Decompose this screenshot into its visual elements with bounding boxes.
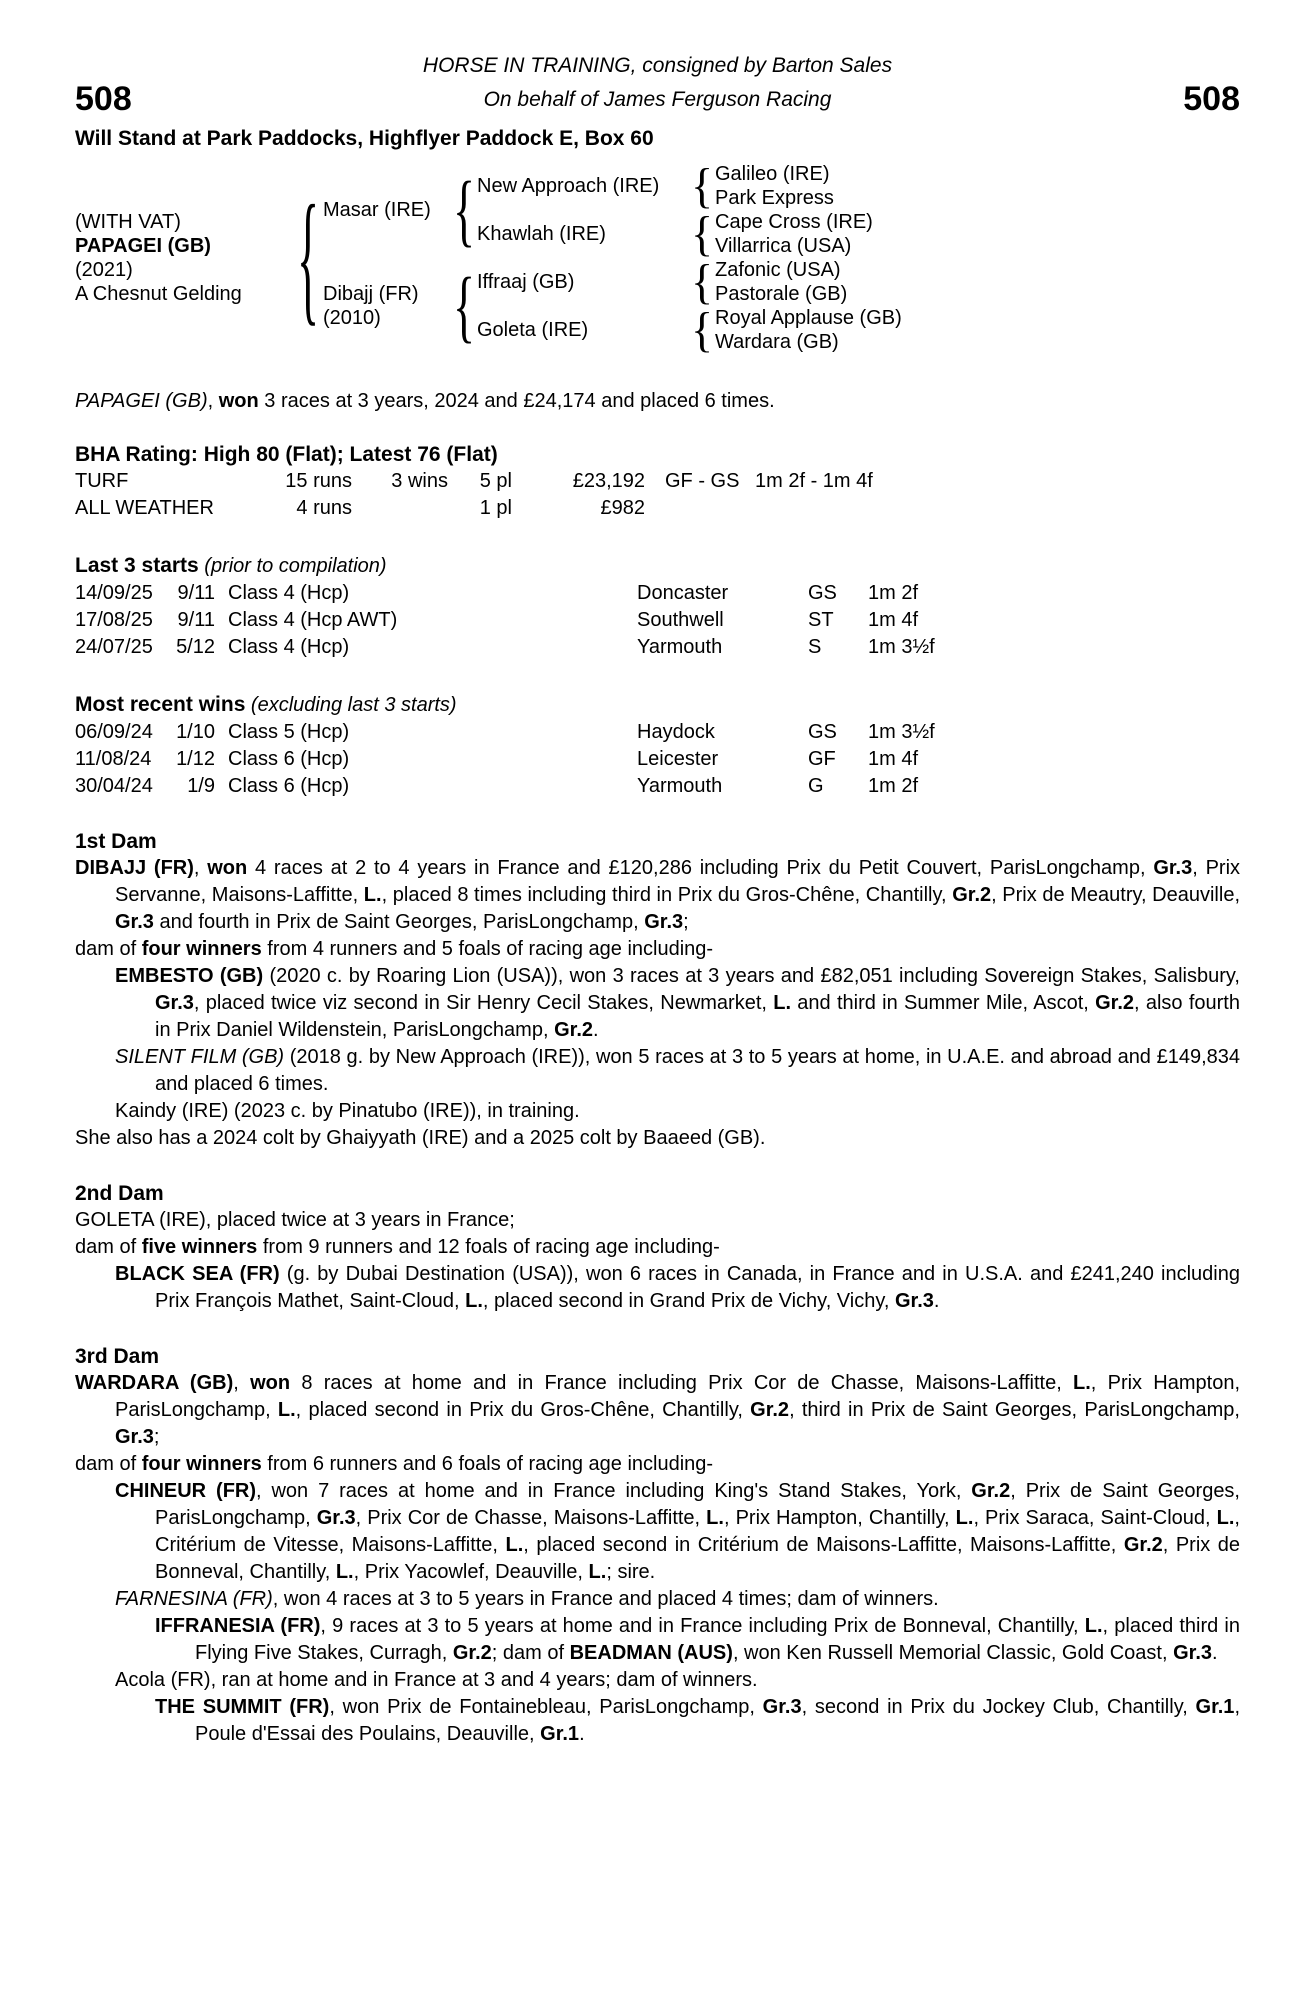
record-wins: [352, 495, 448, 522]
great-grandparents: [709, 258, 847, 306]
great-grandparent-name: Park Express: [715, 187, 834, 209]
great-grandparent-name: Zafonic (USA): [715, 259, 841, 281]
form-date: 17/08/25: [75, 609, 153, 631]
bha-rating-line: BHA Rating: High 80 (Flat); Latest 76 (Flat): [75, 443, 498, 466]
great-grandparent-name: Cape Cross (IRE): [715, 211, 873, 233]
dam-paragraph: WARDARA (GB), won 8 races at home and in France including Prix Cor de Chasse, Maisons-Laffitte, L., Prix Hampton, ParisLongchamp, L., placed second in Prix du Gros-Chêne, Chantilly, Gr.2, third in Prix de Saint Georges, ParisLongchamp, Gr.3;: [75, 1372, 1240, 1448]
form-class: Class 4 (Hcp): [228, 636, 350, 658]
record-surface: ALL WEATHER: [75, 497, 214, 519]
grandparent-brace: [691, 258, 709, 306]
form-course: Yarmouth: [637, 775, 723, 797]
sub-progeny-paragraph: IFFRANESIA (FR), 9 races at 3 to 5 years at home and in France including Prix de Bonneval, Chantilly, L., placed third in Flying Five Stakes, Curragh, Gr.2; dam of BEADMAN (AUS), won Ken Russell Memorial Classic, Gold Coast, Gr.3.: [155, 1615, 1240, 1664]
form-position: 9/11: [177, 582, 215, 604]
form-position: 1/10: [176, 721, 215, 743]
dam-name-block: [315, 282, 453, 330]
grandsire-group: [471, 162, 873, 210]
dam-paragraph: DIBAJJ (FR), won 4 races at 2 to 4 years in France and £120,286 including Prix du Petit Couvert, ParisLongchamp, Gr.3, Prix Servanne, Maisons-Laffitte, L., placed 8 times including third in Prix du Gros-Chêne, Chantilly, Gr.2, Prix de Meautry, Deauville, Gr.3 and fourth in Prix de Saint Georges, ParisLongchamp, Gr.3;: [75, 857, 1241, 933]
record-distance: [755, 495, 1240, 522]
form-going: GS: [808, 582, 837, 604]
dam-section-2: [75, 1180, 1240, 1315]
sire-name-block: [315, 198, 453, 222]
dam-brace: [453, 266, 471, 347]
dam-section-heading: 3rd Dam: [75, 1345, 160, 1368]
foal-year: (2021): [75, 259, 133, 281]
great-grandparent-name: Pastorale (GB): [715, 283, 848, 305]
grandsire-group: [471, 258, 902, 306]
great-grandparents: [709, 306, 902, 354]
record-row: [75, 495, 1240, 522]
great-grandparent-name: Galileo (IRE): [715, 163, 830, 185]
record-surface: TURF: [75, 470, 129, 492]
horse-details: [75, 210, 297, 306]
form-going: G: [808, 775, 824, 797]
great-grandparents: [709, 162, 834, 210]
grandparent-name: New Approach (IRE): [477, 174, 660, 197]
progeny-paragraph: Kaindy (IRE) (2023 c. by Pinatubo (IRE)), in training.: [115, 1100, 580, 1122]
great-grandparent-name: Villarrica (USA): [715, 235, 852, 257]
great-grandparent-name: Royal Applause (GB): [715, 307, 902, 329]
granddam-group: [471, 306, 902, 354]
form-row: [75, 773, 1240, 800]
dam-section-heading: 2nd Dam: [75, 1182, 164, 1205]
on-behalf-line: On behalf of James Ferguson Racing: [483, 87, 832, 111]
form-distance: 1m 3½f: [868, 721, 935, 743]
lot-number-right: 508: [1183, 80, 1240, 118]
form-distance: 1m 3½f: [868, 636, 935, 658]
note-paragraph: She also has a 2024 colt by Ghaiyyath (IRE) and a 2025 colt by Baaeed (GB).: [75, 1127, 766, 1149]
recent-wins-title-italic: (excluding last 3 starts): [245, 694, 457, 716]
form-distance: 1m 2f: [868, 775, 919, 797]
sire-group: [315, 162, 902, 258]
record-distance: 1m 2f - 1m 4f: [755, 470, 873, 492]
form-row: [75, 719, 1240, 746]
page-header: [75, 52, 1240, 152]
form-class: Class 6 (Hcp): [228, 775, 350, 797]
sire-name: Masar (IRE): [323, 199, 431, 221]
form-distance: 1m 2f: [868, 582, 919, 604]
form-going: GF: [808, 748, 836, 770]
form-date: 14/09/25: [75, 582, 153, 604]
dam-section-3: [75, 1343, 1240, 1748]
dam-group: [315, 258, 902, 354]
form-course: Yarmouth: [637, 636, 723, 658]
consignor-line: HORSE IN TRAINING, consigned by Barton Sales: [422, 54, 893, 77]
horse-name: PAPAGEI (GB): [75, 235, 211, 257]
record-placed: 1 pl: [479, 497, 512, 519]
form-row: [75, 634, 1240, 661]
form-date: 06/09/24: [75, 721, 153, 743]
form-row: [75, 580, 1240, 607]
grandparent-name: Goleta (IRE): [477, 318, 589, 341]
recent-wins-title: [75, 691, 1240, 719]
progeny-paragraph: Acola (FR), ran at home and in France at 3 and 4 years; dam of winners.: [115, 1669, 758, 1691]
form-course: Doncaster: [637, 582, 729, 604]
lot-row: [75, 81, 1240, 117]
great-grandparent-name: Wardara (GB): [715, 331, 839, 353]
record-earnings: £23,192: [572, 470, 645, 492]
pedigree-main-brace: [297, 184, 315, 331]
form-class: Class 6 (Hcp): [228, 748, 350, 770]
progeny-paragraph: FARNESINA (FR), won 4 races at 3 to 5 years in France and placed 4 times; dam of winners.: [115, 1588, 939, 1610]
form-course: Haydock: [637, 721, 715, 743]
record-row: [75, 468, 1240, 495]
lot-number-left: 508: [75, 80, 132, 118]
form-row: [75, 607, 1240, 634]
record-going: GF - GS: [665, 470, 740, 492]
form-distance: 1m 4f: [868, 609, 919, 631]
record-going: [645, 495, 755, 522]
dam-of-line: dam of four winners from 6 runners and 6 foals of racing age including-: [75, 1453, 714, 1475]
recent-wins-title-bold: Most recent wins: [75, 693, 246, 716]
progeny-paragraph: BLACK SEA (FR) (g. by Dubai Destination (USA)), won 6 races in Canada, in France and in U.S.A. and £241,240 including Prix François Mathet, Saint-Cloud, L., placed second in Grand Prix de Vichy, Vichy, Gr.3.: [115, 1263, 1240, 1312]
horse-description: A Chesnut Gelding: [75, 283, 242, 305]
pedigree-table: [75, 162, 1240, 354]
grandparent-brace: [691, 210, 709, 258]
form-class: Class 4 (Hcp): [228, 582, 350, 604]
dam-name: Dibajj (FR): [323, 283, 419, 305]
form-position: 1/12: [176, 748, 215, 770]
vat-note: (WITH VAT): [75, 211, 181, 233]
dam-paragraph: GOLETA (IRE), placed twice at 3 years in France;: [75, 1209, 515, 1231]
last-starts-title: [75, 552, 1240, 580]
dam-of-line: dam of four winners from 4 runners and 5 foals of racing age including-: [75, 938, 714, 960]
dam-section-1: [75, 828, 1240, 1152]
record-runs: 15 runs: [285, 470, 352, 492]
pedigree-gen1-column: [315, 162, 902, 354]
form-date: 11/08/24: [75, 748, 152, 770]
record-placed: 5 pl: [479, 470, 512, 492]
record-earnings: £982: [600, 497, 645, 519]
form-going: S: [808, 636, 822, 658]
form-distance: 1m 4f: [868, 748, 919, 770]
dam-parents-column: [471, 258, 902, 354]
stand-location-line: Will Stand at Park Paddocks, Highflyer Paddock E, Box 60: [75, 127, 654, 150]
form-position: 5/12: [176, 636, 215, 658]
form-going: GS: [808, 721, 837, 743]
sire-brace: [453, 170, 471, 251]
great-grandparents: [709, 210, 873, 258]
form-class: Class 4 (Hcp AWT): [228, 609, 398, 631]
form-going: ST: [808, 609, 834, 631]
form-class: Class 5 (Hcp): [228, 721, 350, 743]
sire-parents-column: [471, 162, 873, 258]
form-course: Leicester: [637, 748, 719, 770]
form-course: Southwell: [637, 609, 724, 631]
dam-of-line: dam of five winners from 9 runners and 12 foals of racing age including-: [75, 1236, 720, 1258]
form-position: 1/9: [187, 775, 215, 797]
sub-progeny-paragraph: THE SUMMIT (FR), won Prix de Fontainebleau, ParisLongchamp, Gr.3, second in Prix du Jockey Club, Chantilly, Gr.1, Poule d'Essai des Poulains, Deauville, Gr.1.: [155, 1696, 1240, 1745]
grandparent-name: Iffraaj (GB): [477, 270, 575, 293]
grandparent-name: Khawlah (IRE): [477, 222, 606, 245]
dam-year: (2010): [323, 307, 381, 329]
progeny-paragraph: EMBESTO (GB) (2020 c. by Roaring Lion (USA)), won 3 races at 3 years and £82,051 including Sovereign Stakes, Salisbury, Gr.3, placed twice viz second in Sir Henry Cecil Stakes, Newmarket, L. and third in Summer Mile, Ascot, Gr.2, also fourth in Prix Daniel Wildenstein, ParisLongchamp, Gr.2.: [115, 965, 1240, 1041]
granddam-group: [471, 210, 873, 258]
record-wins: 3 wins: [391, 470, 448, 492]
form-row: [75, 746, 1240, 773]
grandparent-brace: [691, 306, 709, 354]
record-runs: 4 runs: [296, 497, 352, 519]
last-starts-title-bold: Last 3 starts: [75, 554, 199, 577]
grandparent-brace: [691, 162, 709, 210]
last-starts-title-italic: (prior to compilation): [198, 555, 387, 577]
form-date: 24/07/25: [75, 636, 153, 658]
race-summary: PAPAGEI (GB), won 3 races at 3 years, 2024 and £24,174 and placed 6 times.: [75, 390, 775, 412]
progeny-paragraph: CHINEUR (FR), won 7 races at home and in France including King's Stand Stakes, York, Gr.2, Prix de Saint Georges, ParisLongchamp, Gr.3, Prix Cor de Chasse, Maisons-Laffitte, L., Prix Hampton, Chantilly, L., Prix Saraca, Saint-Cloud, L., Critérium de Vitesse, Maisons-Laffitte, L., placed second in Critérium de Maisons-Laffitte, Maisons-Laffitte, Gr.2, Prix de Bonneval, Chantilly, L., Prix Yacowlef, Deauville, L.; sire.: [115, 1480, 1241, 1583]
form-position: 9/11: [177, 609, 215, 631]
form-date: 30/04/24: [75, 775, 153, 797]
dam-section-heading: 1st Dam: [75, 830, 157, 853]
progeny-paragraph: SILENT FILM (GB) (2018 g. by New Approach (IRE)), won 5 races at 3 to 5 years at home, in U.A.E. and abroad and £149,834 and placed 6 times.: [115, 1046, 1240, 1095]
